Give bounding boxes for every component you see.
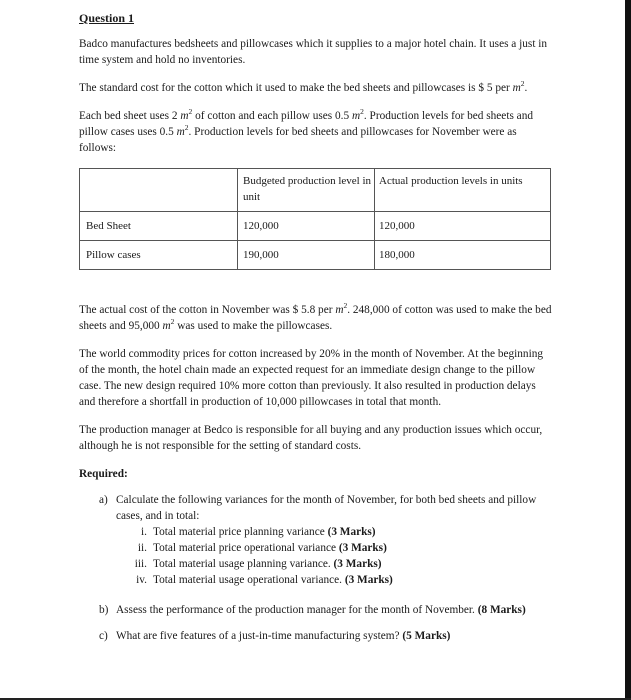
page-edge-right bbox=[625, 0, 631, 700]
required-heading: Required: bbox=[79, 468, 128, 480]
part-a bbox=[79, 492, 554, 524]
question-document bbox=[79, 10, 554, 654]
unit-m: m bbox=[180, 110, 189, 122]
table-header-row bbox=[80, 169, 551, 212]
manager-paragraph: The production manager at Bedco is responsible for all buying and any production issues which occur, although he is not responsible for the setting of standard costs. bbox=[79, 424, 543, 452]
actual-cell: 180,000 bbox=[375, 241, 551, 270]
actual-cost-text-1: The actual cost of the cotton in November was $ 5.8 per bbox=[79, 304, 333, 316]
unit-m: m bbox=[335, 304, 344, 316]
part-c-label: c) bbox=[99, 630, 108, 642]
usage-text-4: . Production levels for bed sheets and pillowcases for November were as follows: bbox=[79, 126, 517, 154]
part-c bbox=[79, 628, 554, 644]
header-actual-text: Actual production levels in units bbox=[379, 175, 523, 187]
unit-m: m bbox=[162, 320, 171, 332]
list-item: iii. Total material usage planning variance. (3 Marks) bbox=[134, 558, 382, 570]
unit-exponent: 2 bbox=[170, 317, 175, 327]
usage-text-2: of cotton and each pillow uses 0.5 bbox=[195, 110, 350, 122]
intro-paragraph: Badco manufactures bedsheets and pillowcases which it supplies to a major hotel chain. It uses a just in time system and hold no inventories. bbox=[79, 38, 548, 66]
actual-cost-text-2: . 248,000 of cotton was used to make the bed sheets and 95,000 bbox=[79, 304, 552, 332]
usage-text-3: . Production levels for bed sheets and pillow cases uses 0.5 bbox=[79, 110, 533, 138]
list-item: ii. Total material price operational variance (3 Marks) bbox=[137, 542, 387, 554]
actual-cost-paragraph bbox=[79, 302, 554, 334]
unit-exponent: 2 bbox=[343, 301, 348, 311]
header-budgeted-text: Budgeted production level in unit bbox=[243, 175, 371, 203]
usage-text-1: Each bed sheet uses 2 bbox=[79, 110, 178, 122]
part-a-text: Calculate the following variances for the month of November, for both bed sheets and pillow cases, and in total: bbox=[116, 494, 537, 522]
unit-m: m bbox=[176, 126, 185, 138]
list-item: i. Total material price planning variance (3 Marks) bbox=[141, 526, 376, 538]
part-c-marks: (5 Marks) bbox=[402, 630, 451, 642]
unit-exponent: 2 bbox=[360, 107, 364, 117]
row-label: Bed Sheet bbox=[80, 212, 238, 241]
header-cell-empty bbox=[80, 169, 238, 212]
unit-exponent: 2 bbox=[184, 123, 189, 133]
part-a-list bbox=[79, 524, 554, 588]
standard-cost-paragraph bbox=[79, 80, 554, 96]
budgeted-cell: 190,000 bbox=[238, 241, 375, 270]
budgeted-cell: 120,000 bbox=[238, 212, 375, 241]
production-table bbox=[79, 168, 551, 270]
unit-m: m bbox=[351, 110, 361, 122]
header-cell-budgeted bbox=[238, 169, 375, 212]
unit-exponent: 2 bbox=[520, 79, 525, 89]
part-c-text: What are five features of a just-in-time manufacturing system? bbox=[116, 630, 400, 642]
actual-cell: 120,000 bbox=[375, 212, 551, 241]
question-title: Question 1 bbox=[79, 11, 135, 25]
row-label: Pillow cases bbox=[80, 241, 238, 270]
table-row bbox=[80, 241, 551, 270]
unit-m: m bbox=[512, 82, 521, 94]
world-prices-paragraph: The world commodity prices for cotton increased by 20% in the month of November. At the beginning of the month, the hotel chain made an expected request for an immediate design change to the pillow case. The new design required 10% more cotton than previously. It also resulted in production delays and therefore a shortfall in production of 10,000 pillowcases in total that month. bbox=[79, 348, 544, 408]
part-b-text: Assess the performance of the production manager for the month of November. bbox=[116, 604, 475, 616]
standard-cost-text: The standard cost for the cotton which it used to make the bed sheets and pillowcases is $ 5 per bbox=[79, 82, 510, 94]
part-b-marks: (8 Marks) bbox=[477, 604, 526, 616]
part-b bbox=[79, 602, 554, 618]
actual-cost-text-3: was used to make the pillowcases. bbox=[177, 320, 333, 332]
part-a-label: a) bbox=[99, 494, 108, 506]
part-b-label: b) bbox=[99, 604, 109, 616]
unit-exponent: 2 bbox=[188, 107, 193, 117]
list-item: iv. Total material usage operational variance. (3 Marks) bbox=[136, 574, 393, 586]
header-cell-actual bbox=[375, 169, 551, 212]
table-row bbox=[80, 212, 551, 241]
usage-paragraph bbox=[79, 108, 554, 156]
sentence-end: . bbox=[524, 82, 528, 94]
